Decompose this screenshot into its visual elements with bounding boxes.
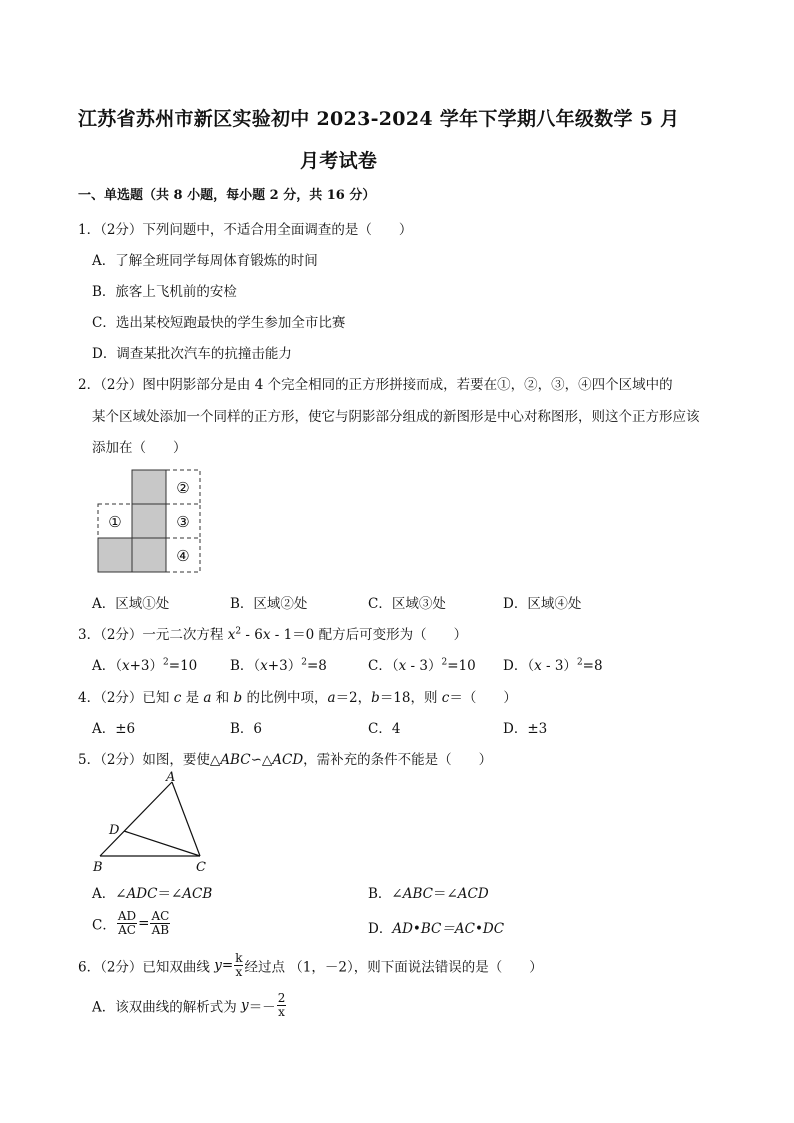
q2-option-a: A．区域①处 xyxy=(92,596,170,612)
q5-point-b: B xyxy=(93,860,103,875)
q1-option-d: D．调查某批次汽车的抗撞击能力 xyxy=(92,346,292,362)
q2-option-c: C．区域③处 xyxy=(368,596,446,612)
q2-shaded-square xyxy=(132,470,166,504)
q1-option-a: A．了解全班同学每周体育锻炼的时间 xyxy=(92,253,318,269)
q4-option-a: A．±6 xyxy=(92,721,136,737)
q2-shaded-square xyxy=(98,538,132,572)
q5-point-c: C xyxy=(196,860,206,875)
q2-shaded-square xyxy=(132,504,166,538)
q5-side-ab xyxy=(100,782,172,856)
exam-title-line2: 月考试卷 xyxy=(300,150,378,172)
q2-label-1: ① xyxy=(108,513,122,531)
q5-option-b: B．∠ABC＝∠ACD xyxy=(368,886,489,902)
q4-option-d: D．±3 xyxy=(503,721,548,737)
q2-label-2: ② xyxy=(176,479,190,497)
q2-label-3: ③ xyxy=(176,513,190,531)
q5-triangle-figure xyxy=(88,770,223,876)
q5-option-a: A．∠ADC＝∠ACB xyxy=(92,886,213,902)
q3-option-b: B．$(x+3)^2=8$ xyxy=(230,657,327,674)
q5-segment-dc xyxy=(124,831,200,856)
q6-stem: 6．（2分）已知双曲线 y= $\frac{k}{x}$ 经过点 （1，－2），则下面说法错误的是（ ） xyxy=(78,951,543,979)
q3-option-d: D．（x - 3）$^2$=8 xyxy=(503,657,603,674)
q5-stem: 5．（2分）如图，要使△ABC∽△ACD，需补充的条件不能是（ ） xyxy=(78,752,493,768)
q2-stem-line1: 2．（2分）图中阴影部分是由 4 个完全相同的正方形拼接而成，若要在①，②，③，④四个区域中的 xyxy=(78,377,673,393)
q1-stem: 1．（2分）下列问题中，不适合用全面调查的是（ ） xyxy=(78,222,413,238)
q2-option-b: B．区域②处 xyxy=(230,596,308,612)
q5-side-ac xyxy=(172,782,200,856)
q1-option-c: C．选出某校短跑最快的学生参加全市比赛 xyxy=(92,315,346,331)
q5-point-d: D xyxy=(109,823,120,838)
q2-option-d: D．区域④处 xyxy=(503,596,582,612)
q3-option-a: A．$(x+3)^2=10$ xyxy=(92,657,198,674)
q5-fraction-ac-ab: $\frac{AC}{AB}$ xyxy=(151,909,170,937)
q5-fraction-ad-ac: $\frac{AD}{AC}$ xyxy=(117,909,137,937)
q4-option-c: C．4 xyxy=(368,721,401,737)
q5-point-a: A xyxy=(166,770,176,785)
q5-option-d: D．AD•BC＝AC•DC xyxy=(368,921,505,937)
q6-fraction-k-x: $\frac{k}{x}$ xyxy=(235,951,243,979)
q4-stem: 4．（2分）已知 c 是 a 和 b 的比例中项，a＝2，b＝18，则 c＝（ ） xyxy=(78,690,517,706)
q2-label-4: ④ xyxy=(176,547,190,565)
exam-title-line1: 江苏省苏州市新区实验初中 2023-2024 学年下学期八年级数学 5 月 xyxy=(78,108,680,130)
q6-option-a: A．该双曲线的解析式为 y＝－ $\frac{2}{x}$ xyxy=(92,991,286,1019)
section-heading: 一、单选题（共 8 小题，每小题 2 分，共 16 分） xyxy=(78,188,376,203)
q3-option-c: C．（x - 3）$^2$=10 xyxy=(368,657,476,674)
q4-option-b: B．6 xyxy=(230,721,263,737)
q5-option-c: C． $\frac{AD}{AC}$ = $\frac{AC}{AB}$ xyxy=(92,909,170,937)
q2-stem-line2: 某个区域处添加一个同样的正方形，使它与阴影部分组成的新图形是中心对称图形，则这个正方形应该 xyxy=(92,409,700,425)
q6-fraction-2-x: $\frac{2}{x}$ xyxy=(277,991,286,1019)
q2-shaded-square xyxy=(132,538,166,572)
q2-square-figure xyxy=(95,466,207,578)
q1-option-b: B．旅客上飞机前的安检 xyxy=(92,284,237,300)
q2-stem-line3: 添加在（ ） xyxy=(92,440,187,456)
q3-stem: 3．（2分）一元二次方程 $x^2 - 6x - 1=0$ 配方后可变形为（ ） xyxy=(78,626,468,643)
